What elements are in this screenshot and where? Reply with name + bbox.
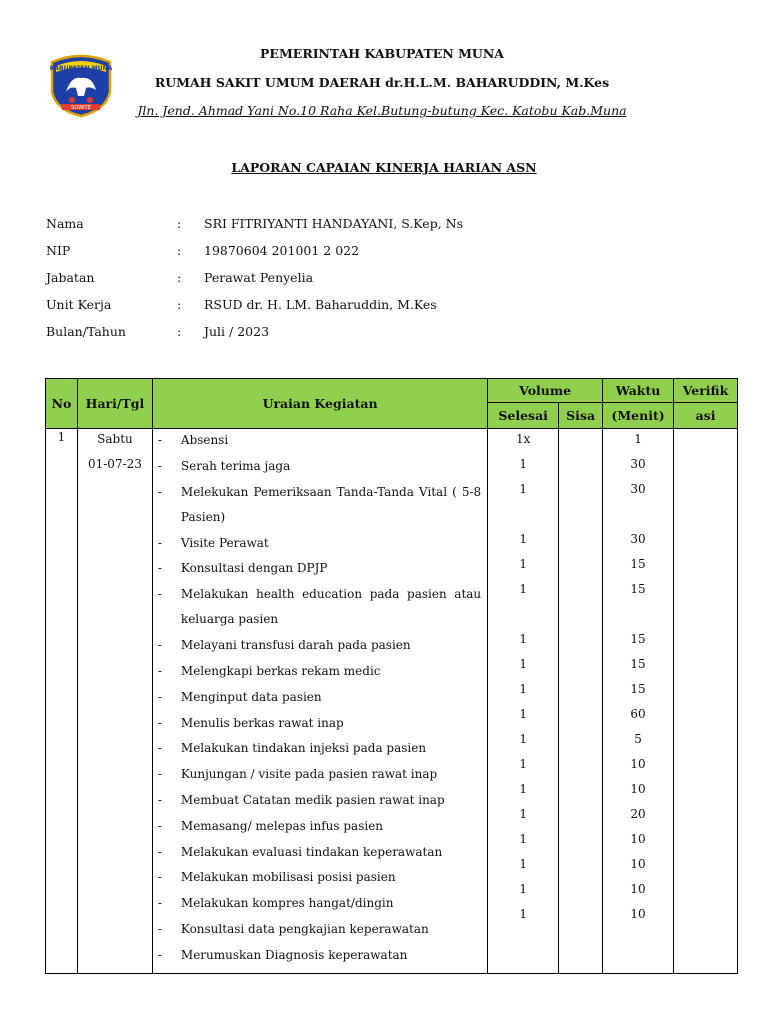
volume-value: 1	[519, 857, 527, 871]
time-value: 10	[630, 782, 646, 796]
header-menit: (Menit)	[603, 403, 674, 429]
time-value: 10	[630, 882, 646, 896]
activity-text: Melakukan tindakan injeksi pada pasien	[180, 741, 427, 756]
info-value: 19870604 201001 2 022	[204, 243, 360, 258]
cell-activities	[152, 429, 487, 974]
activity-text: Melekukan Pemeriksaan Tanda-Tanda Vital ( 5-8 Pasien)	[180, 484, 482, 524]
activity-item	[153, 816, 487, 842]
time-value: 30	[630, 457, 646, 471]
logo-text: KABUPATEN MUNA	[49, 65, 113, 72]
header-hospital: RUMAH SAKIT UMUM DAERAH dr.H.L.M. BAHARUDDIN, M.Kes	[154, 75, 610, 90]
header-selesai: Selesai	[488, 403, 559, 429]
activity-text: Serah terima jaga	[180, 458, 291, 473]
report-title: LAPORAN CAPAIAN KINERJA HARIAN ASN	[231, 160, 537, 175]
bullet-dash: -	[157, 870, 162, 885]
bullet-dash: -	[157, 689, 162, 704]
activity-item	[153, 687, 487, 713]
header-day: Hari/Tgl	[77, 379, 152, 429]
volume-value: 1	[519, 807, 527, 821]
activity-text: Absensi	[180, 433, 229, 447]
bullet-dash: -	[157, 767, 162, 782]
bullet-dash: -	[157, 535, 162, 550]
activity-text: Membuat Catatan medik pasien rawat inap	[180, 792, 445, 807]
info-label: Nama	[46, 216, 84, 231]
cell-sisa	[559, 429, 603, 974]
time-value: 10	[630, 757, 646, 771]
bullet-dash: -	[157, 818, 162, 833]
header-no: No	[46, 379, 78, 429]
activity-item	[153, 456, 487, 482]
activity-item	[153, 893, 487, 919]
volume-value: 1	[519, 732, 527, 746]
activity-item	[153, 482, 487, 533]
time-value: 60	[630, 707, 646, 721]
bullet-dash: -	[157, 741, 162, 756]
activity-text: Melakukan health education pada pasien atau keluarga pasien	[180, 587, 482, 627]
activity-item	[153, 558, 487, 584]
activity-item	[153, 842, 487, 868]
activity-item	[153, 738, 487, 764]
bullet-dash: -	[157, 458, 162, 473]
volume-value: 1	[519, 482, 527, 496]
bullet-dash: -	[157, 844, 162, 859]
activity-text: Konsultasi dengan DPJP	[180, 561, 328, 576]
bullet-dash: -	[157, 587, 162, 602]
activity-text: Memasang/ melepas infus pasien	[180, 818, 384, 833]
activity-text: Merumuskan Diagnosis keperawatan	[180, 947, 408, 962]
header-address: Jln. Jend. Ahmad Yani No.10 Raha Kel.Butung-butung Kec. Katobu Kab.Muna	[137, 103, 627, 118]
time-value: 1	[634, 432, 642, 446]
time-value: 10	[630, 857, 646, 871]
volume-value: 1x	[515, 432, 531, 446]
info-value: SRI FITRIYANTI HANDAYANI, S.Kep, Ns	[204, 216, 464, 231]
cell-day	[77, 429, 152, 974]
info-value: RSUD dr. H. LM. Baharuddin, M.Kes	[204, 297, 437, 312]
activity-item	[153, 919, 487, 945]
cell-volume	[488, 429, 559, 974]
activity-item	[153, 635, 487, 661]
time-value: 15	[630, 657, 646, 671]
activity-text: Melakukan evaluasi tindakan keperawatan	[180, 844, 443, 859]
info-label: Unit Kerja	[46, 297, 112, 312]
volume-value: 1	[519, 882, 527, 896]
bullet-dash: -	[157, 715, 162, 730]
time-value: 10	[630, 832, 646, 846]
table-row	[46, 429, 738, 974]
time-value: 15	[630, 557, 646, 571]
bullet-dash: -	[157, 433, 162, 447]
time-value: 10	[630, 907, 646, 921]
time-value: 30	[630, 482, 646, 496]
volume-value: 1	[519, 582, 527, 596]
header-desc: Uraian Kegiatan	[152, 379, 487, 429]
bullet-dash: -	[157, 638, 162, 653]
cell-no: 1	[46, 429, 78, 974]
activity-item	[153, 533, 487, 559]
activity-text: Kunjungan / visite pada pasien rawat inap	[180, 767, 438, 782]
info-value: Juli / 2023	[204, 324, 270, 339]
volume-value: 1	[519, 832, 527, 846]
activity-text: Konsultasi data pengkajian keperawatan	[180, 921, 429, 936]
volume-value: 1	[519, 657, 527, 671]
volume-value: 1	[519, 782, 527, 796]
activity-text: Melakukan mobilisasi posisi pasien	[180, 870, 396, 885]
info-label: NIP	[46, 243, 71, 258]
cell-verifikasi	[674, 429, 738, 974]
bullet-dash: -	[157, 921, 162, 936]
volume-value: 1	[519, 682, 527, 696]
header-government: PEMERINTAH KABUPATEN MUNA	[260, 46, 504, 61]
bullet-dash: -	[157, 792, 162, 807]
volume-value: 1	[519, 707, 527, 721]
header-waktu: Waktu	[603, 379, 674, 403]
volume-value: 1	[519, 632, 527, 646]
header-verif-2: asi	[674, 403, 738, 429]
info-label: Jabatan	[46, 270, 95, 285]
activity-item	[153, 790, 487, 816]
bullet-dash: -	[157, 561, 162, 576]
activity-item	[153, 867, 487, 893]
activity-item	[153, 945, 487, 971]
volume-value: 1	[519, 757, 527, 771]
activity-table	[45, 378, 738, 974]
activity-item	[153, 584, 487, 635]
activity-text: Melakukan kompres hangat/dingin	[180, 896, 394, 911]
time-value: 15	[630, 582, 646, 596]
time-value: 15	[630, 682, 646, 696]
activity-text: Melengkapi berkas rekam medic	[180, 663, 381, 678]
time-value: 5	[634, 732, 642, 746]
info-value: Perawat Penyelia	[204, 270, 314, 285]
activity-text: Visite Perawat	[180, 535, 269, 550]
activity-text: Menulis berkas rawat inap	[180, 715, 344, 730]
activity-text: Melayani transfusi darah pada pasien	[180, 638, 411, 653]
activity-text: Menginput data pasien	[180, 689, 322, 704]
bullet-dash: -	[157, 484, 162, 499]
info-label: Bulan/Tahun	[46, 324, 126, 339]
header-verif-1: Verifik	[674, 379, 738, 403]
activity-item	[153, 764, 487, 790]
header-volume: Volume	[488, 379, 603, 403]
time-value: 20	[630, 807, 646, 821]
bullet-dash: -	[157, 896, 162, 911]
volume-value: 1	[519, 457, 527, 471]
volume-value: 1	[519, 557, 527, 571]
logo-motto: SOWITE	[71, 105, 91, 111]
day-date: 01-07-23	[87, 457, 142, 471]
volume-value: 1	[519, 532, 527, 546]
bullet-dash: -	[157, 947, 162, 962]
volume-value: 1	[519, 907, 527, 921]
time-value: 15	[630, 632, 646, 646]
day-name: Sabtu	[97, 432, 133, 446]
time-value: 30	[630, 532, 646, 546]
activity-item	[153, 713, 487, 739]
header-sisa: Sisa	[559, 403, 603, 429]
activity-item	[153, 661, 487, 687]
bullet-dash: -	[157, 663, 162, 678]
activity-item	[153, 430, 487, 456]
cell-time	[603, 429, 674, 974]
